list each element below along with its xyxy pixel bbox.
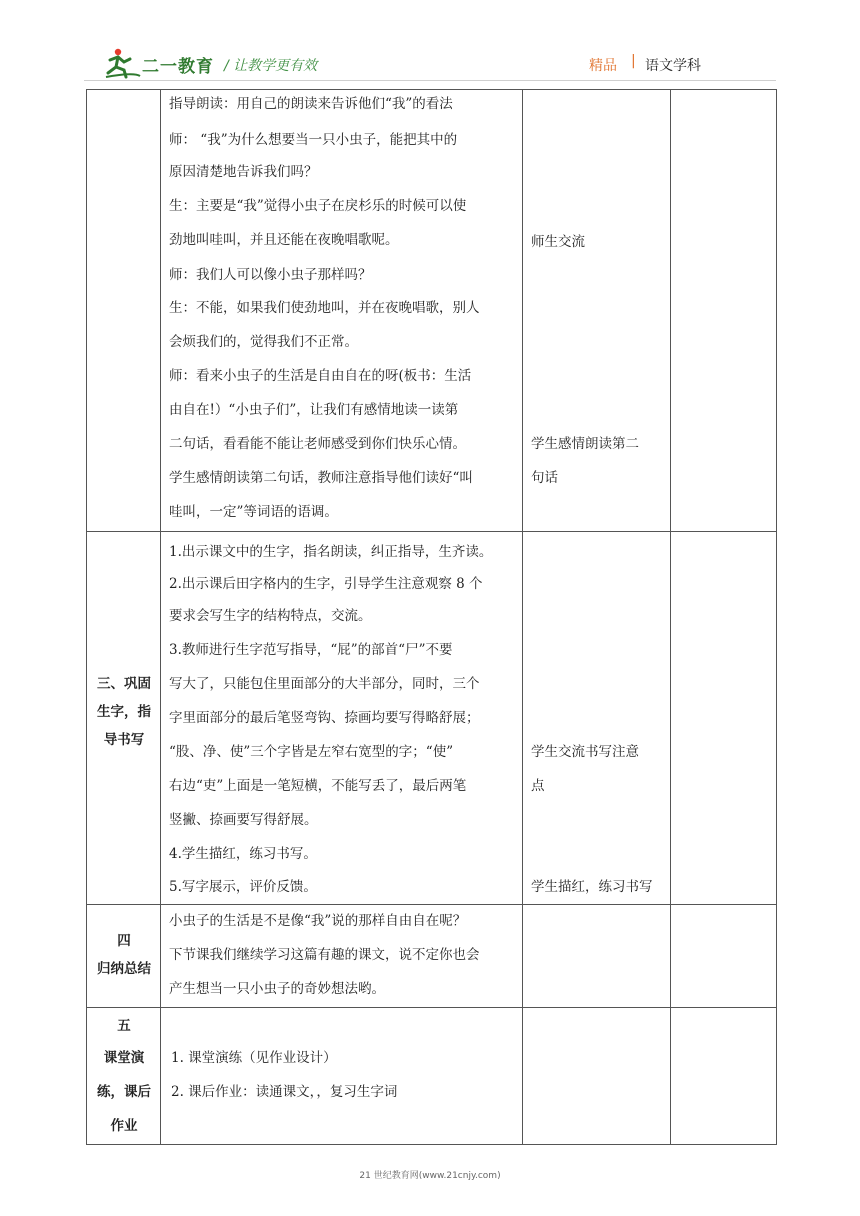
text-line: 1. 课堂演练（见作业设计） [171, 1050, 337, 1066]
section-label-cell [87, 1008, 161, 1145]
activity-cell [523, 90, 671, 532]
text-line: 1.出示课文中的生字，指名朗读，纠正指导，生齐读。 [169, 544, 493, 560]
section-label: 作业 [110, 1118, 138, 1134]
table-row [87, 905, 777, 1008]
text-line: 5.写字展示，评价反馈。 [169, 879, 317, 895]
section-label: 四 [117, 933, 131, 949]
table-row [87, 90, 777, 532]
section-label: 课堂演 [103, 1050, 145, 1066]
text-line: 字里面部分的最后笔竖弯钩、捺画均要写得略舒展； [169, 710, 480, 726]
text-line: 师： “我”为什么想要当一只小虫子，能把其中的 [169, 132, 458, 148]
text-line: 要求会写生字的结构特点，交流。 [169, 608, 372, 624]
note-cell [671, 90, 777, 532]
text-line: 二句话，看看能不能让老师感受到你们快乐心情。 [169, 436, 466, 452]
section-label: 五 [117, 1018, 131, 1034]
quality-tag: 精品 [589, 58, 617, 74]
note-cell [671, 1008, 777, 1145]
text-line: 生：主要是“我”觉得小虫子在戾杉乐的时候可以使 [169, 198, 467, 214]
note-cell [671, 532, 777, 905]
text-line: 会烦我们的，觉得我们不正常。 [169, 334, 358, 350]
table-row [87, 532, 777, 905]
section-label: 三、巩固 [97, 676, 151, 692]
text-line: 生：不能，如果我们使劲地叫，并在夜晚唱歌，别人 [169, 300, 480, 316]
header-divider [84, 80, 776, 81]
page-header [0, 0, 860, 82]
content-cell [161, 532, 523, 905]
section-label-cell [87, 532, 161, 905]
header-separator: | [631, 53, 636, 69]
text-line: 产生想当一只小虫子的奇妙想法哟。 [169, 981, 385, 997]
table-row [87, 1008, 777, 1145]
text-line: 师：我们人可以像小虫子那样吗？ [169, 267, 372, 283]
text-line: 4.学生描红，练习书写。 [169, 846, 317, 862]
page-footer: 21 世纪教育网(www.21cnjy.com) [359, 1171, 501, 1181]
text-line: 竖撇、捺画要写得舒展。 [169, 812, 318, 828]
text-line: 学生交流书写注意 [531, 744, 639, 760]
text-line: 学生感情朗读第二 [531, 436, 639, 452]
text-line: 小虫子的生活是不是像“我”说的那样自由自在呢？ [169, 913, 467, 929]
text-line: 2.出示课后田字格内的生字，引导学生注意观察 8 个 [169, 576, 483, 592]
text-line: 劲地叫哇叫，并且还能在夜晚唱歌呢。 [169, 232, 399, 248]
text-line: 右边“吏”上面是一笔短横，不能写丢了，最后两笔 [169, 778, 467, 794]
section-label: 导书写 [103, 732, 145, 748]
section-label-cell [87, 90, 161, 532]
logo-text: 二一教育 [142, 57, 214, 77]
text-line: 2. 课后作业：读通课文，，复习生字词 [171, 1084, 398, 1100]
text-line: 指导朗读：用自己的朗读来告诉他们“我”的看法 [169, 96, 453, 112]
note-cell [671, 905, 777, 1008]
text-line: 下节课我们继续学习这篇有趣的课文，说不定你也会 [169, 947, 480, 963]
section-label: 练，课后 [97, 1084, 151, 1100]
activity-cell [523, 532, 671, 905]
activity-cell [523, 1008, 671, 1145]
text-line: 由自在!）“小虫子们”，让我们有感情地读一读第 [169, 402, 459, 418]
text-line: 写大了，只能包住里面部分的大半部分，同时，三个 [169, 676, 480, 692]
slogan: / 让教学更有效 [224, 58, 318, 74]
text-line: 哇叫，一定”等词语的语调。 [169, 504, 338, 520]
text-line: 3.教师进行生字范写指导，“屁”的部首“尸”不要 [169, 642, 453, 658]
section-label: 归纳总结 [97, 961, 151, 977]
section-label-cell [87, 905, 161, 1008]
text-line: 师生交流 [531, 234, 585, 250]
text-line: 原因清楚地告诉我们吗？ [169, 164, 318, 180]
section-label: 生字，指 [97, 704, 151, 720]
text-line: “股、净、使”三个字皆是左窄右宽型的字；“使” [169, 744, 454, 760]
text-line: 学生描红，练习书写 [531, 879, 653, 895]
content-cell [161, 1008, 523, 1145]
content-cell [161, 905, 523, 1008]
lesson-plan-table [86, 89, 777, 1145]
text-line: 句话 [531, 470, 558, 486]
activity-cell [523, 905, 671, 1008]
text-line: 点 [531, 778, 545, 794]
content-cell [161, 90, 523, 532]
text-line: 师：看来小虫子的生活是自由自在的呀(板书：生活 [169, 368, 472, 384]
text-line: 学生感情朗读第二句话，教师注意指导他们读好“叫 [169, 470, 473, 486]
subject-tag: 语文学科 [645, 58, 701, 74]
